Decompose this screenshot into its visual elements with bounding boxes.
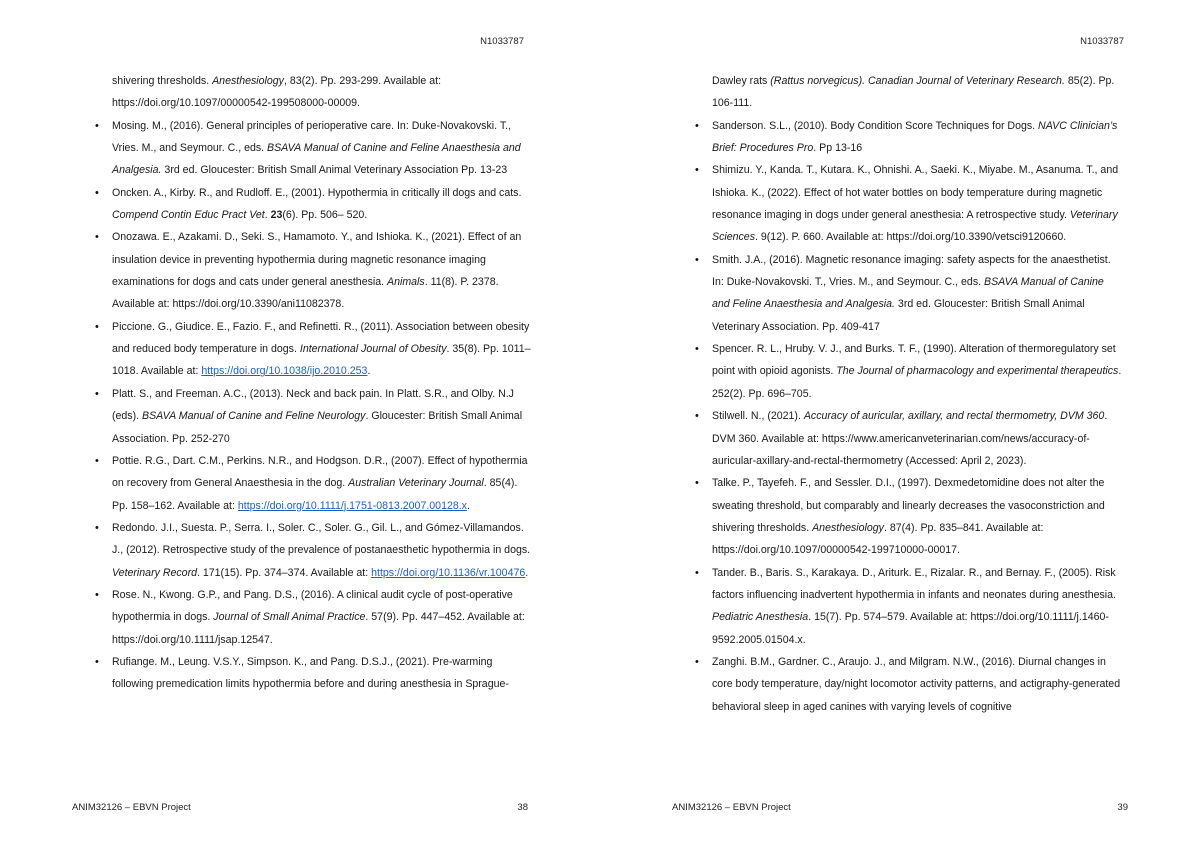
reference-text: 85(2). Pp. 106-111.: [712, 75, 1115, 110]
reference-text: . 87(4). Pp. 835–841. Available at: https://doi.org/10.1097/00000542-199710000-00017.: [712, 521, 1044, 557]
reference-text: (6). Pp. 506– 520.: [282, 209, 368, 222]
reference-continuation: [712, 70, 1122, 115]
reference-text: 3rd ed. Gloucester: British Small Animal Veterinary Association. Pp. 409-417: [712, 298, 1085, 333]
reference-text: Oncken. A., Kirby. R., and Rudloff. E., (2001). Hypothermia in critically ill dogs and cats.: [112, 186, 522, 199]
reference-item: [712, 249, 1122, 338]
reference-text: Shimizu. Y., Kanda. T., Kutara. K., Ohnishi. A., Saeki. K., Miyabe. M., Asanuma. T., and Ishioka. K., (2022). Effect of hot water bottles on body temperature during magnetic resonance imaging in dogs under general anesthesia: A retrospective study.: [712, 164, 1119, 222]
reference-text: .: [466, 499, 470, 512]
journal-title: Veterinary Sciences: [712, 209, 1118, 244]
journal-title: NAVC Clinician’s Brief: Procedures Pro: [712, 119, 1118, 155]
page-39: [600, 0, 1200, 849]
reference-item: [712, 472, 1122, 561]
page-number: 39: [1117, 802, 1128, 813]
journal-title: BSAVA Manual of Canine and Feline Anaesthesia and Analgesia.: [712, 276, 1104, 311]
reference-text: Stilwell. N., (2021).: [712, 410, 804, 423]
reference-continuation: [112, 70, 532, 115]
reference-text: Rose. N., Kwong. G.P., and Pang. D.S., (2016). A clinical audit cycle of post-operative hypothermia in dogs.: [112, 588, 513, 624]
journal-title: Animals: [387, 276, 425, 289]
journal-title: Compend Contin Educ Pract Vet: [112, 209, 265, 222]
journal-title: BSAVA Manual of Canine and Feline Anaesthesia and Analgesia.: [112, 142, 521, 177]
footer-title: ANIM32126 – EBVN Project: [672, 802, 791, 813]
doi-link[interactable]: https://doi.org/10.1136/vr.100476: [371, 566, 526, 579]
volume-number: 23: [270, 209, 283, 222]
reference-text: , 83(2). Pp. 293-299. Available at: https://doi.org/10.1097/00000542-199508000-00009.: [112, 75, 442, 110]
header-student-id: N1033787: [480, 36, 524, 47]
reference-list: [112, 70, 532, 696]
journal-title: Journal of Small Animal Practice: [213, 611, 366, 624]
reference-text: . 15(7). Pp. 574–579. Available at: https://doi.org/10.1111/j.1460-9592.2005.01504.x.: [712, 611, 1109, 646]
reference-item: [112, 584, 532, 651]
reference-text: . Gloucester: British Small Animal Association. Pp. 252-270: [112, 410, 523, 445]
reference-item: [112, 450, 532, 517]
reference-text: . 171(15). Pp. 374–374. Available at:: [196, 566, 372, 579]
reference-text: . 57(9). Pp. 447–452. Available at: https://doi.org/10.1111/jsap.12547.: [112, 611, 525, 646]
reference-text: Tander. B., Baris. S., Karakaya. D., Ariturk. E., Rizalar. R., and Bernay. F., (2005). Risk factors influencing inadvertent hypothermia in infants and neonates during anesthesia.: [712, 566, 1117, 601]
reference-text: Smith. J.A., (2016). Magnetic resonance imaging: safety aspects for the anaesthetist. In: Duke-Novakovski. T., Vries. M., and Seymour. C., eds.: [712, 253, 1111, 289]
reference-item: [712, 159, 1122, 248]
reference-text: Pottie. R.G., Dart. C.M., Perkins. N.R., and Hodgson. D.R., (2007). Effect of hypothermia on recovery from General Anaesthesia in the dog.: [112, 454, 528, 490]
reference-text: shivering thresholds.: [112, 75, 213, 87]
journal-title: BSAVA Manual of Canine and Feline Neurology: [142, 410, 366, 423]
reference-item: [712, 651, 1122, 718]
journal-title: Anesthesiology: [812, 521, 884, 534]
journal-title: Accuracy of auricular, axillary, and rectal thermometry, DVM 360: [803, 410, 1105, 423]
journal-title: Veterinary Record: [112, 566, 197, 579]
reference-text: Sanderson. S.L., (2010). Body Condition Score Techniques for Dogs.: [712, 119, 1039, 132]
reference-text: .: [264, 209, 271, 222]
reference-text: . 11(8). P. 2378. Available at: https://doi.org/10.3390/ani11082378.: [112, 276, 499, 311]
reference-item: [112, 115, 532, 182]
reference-text: .: [525, 566, 529, 579]
doi-link[interactable]: https://doi.org/10.1038/ijo.2010.253: [201, 365, 368, 378]
reference-text: Piccione. G., Giudice. E., Fazio. F., and Refinetti. R., (2011). Association between obesity and reduced body temperature in dogs.: [112, 320, 530, 356]
reference-item: [112, 517, 532, 584]
reference-text: Spencer. R. L., Hruby. V. J., and Burks. T. F., (1990). Alteration of thermoregulatory set point with opioid agonists.: [712, 343, 1116, 378]
doi-link[interactable]: https://doi.org/10.1111/j.1751-0813.2007.00128.x: [237, 499, 467, 512]
reference-text: . DVM 360. Available at: https://www.americanveterinarian.com/news/accuracy-of-auricular-axillary-and-rectal-thermometry (Accessed: April 2, 2023).: [712, 410, 1108, 467]
reference-text: . Pp 13-16: [813, 142, 863, 155]
reference-text: Mosing. M., (2016). General principles of perioperative care. In: Duke-Novakovski. T., Vries. M., and Seymour. C., eds.: [112, 119, 512, 155]
reference-text: Onozawa. E., Azakami. D., Seki. S., Hamamoto. Y., and Ishioka. K., (2021). Effect of an insulation device in preventing hypothermia during magnetic resonance imaging examinations for dogs and cats under general anesthesia.: [112, 231, 522, 289]
reference-text: . 35(8). Pp. 1011–1018. Available at:: [112, 343, 531, 378]
reference-text: Rufiange. M., Leung. V.S.Y., Simpson. K., and Pang. D.S.J., (2021). Pre-warming following premedication limits hypothermia before and during anesthesia in Sprague-: [112, 655, 509, 691]
journal-title: Pediatric Anesthesia: [712, 611, 809, 624]
reference-item: [112, 651, 532, 696]
reference-item: [712, 338, 1122, 405]
reference-item: [712, 405, 1122, 472]
journal-title: (Rattus norvegicus). Canadian Journal of Veterinary Research.: [770, 75, 1065, 87]
reference-text: Talke. P., Tayefeh. F., and Sessler. D.I., (1997). Dexmedetomidine does not alter the sweating threshold, but comparably and linearly decreases the vasoconstriction and shivering thresholds.: [712, 477, 1105, 534]
header-student-id: N1033787: [1080, 36, 1124, 47]
reference-text: Zanghi. B.M., Gardner. C., Araujo. J., and Milgram. N.W., (2016). Diurnal changes in core body temperature, day/night locomotor activity patterns, and actigraphy-generated behavioral sleep in aged canines with varying levels of cognitive: [712, 655, 1121, 713]
reference-item: [112, 182, 532, 227]
journal-title: The Journal of pharmacology and experimental therapeutics: [836, 365, 1119, 378]
reference-text: .: [367, 365, 371, 378]
reference-text: Redondo. J.I., Suesta. P., Serra. I., Soler. C., Soler. G., Gil. L., and Gómez-Villamandos. J., (2012). Retrospective study of the prevalence of postanaesthetic hypothermia in dogs.: [112, 521, 531, 557]
page-number: 38: [517, 802, 528, 813]
reference-item: [112, 316, 532, 383]
reference-text: Platt. S., and Freeman. A.C., (2013). Neck and back pain. In Platt. S.R., and Olby. N.J (eds).: [112, 387, 514, 423]
reference-list: [712, 70, 1122, 718]
footer-title: ANIM32126 – EBVN Project: [72, 802, 191, 813]
reference-text: Dawley rats: [712, 75, 771, 87]
reference-item: [712, 115, 1122, 160]
journal-title: Anesthesiology: [212, 75, 284, 87]
reference-item: [712, 562, 1122, 651]
reference-text: . 252(2). Pp. 696–705.: [712, 365, 1122, 400]
reference-text: . 9(12). P. 660. Available at: https://doi.org/10.3390/vetsci9120660.: [755, 231, 1067, 244]
reference-item: [112, 226, 532, 315]
journal-title: International Journal of Obesity: [299, 343, 447, 356]
reference-text: 3rd ed. Gloucester: British Small Animal Veterinary Association Pp. 13-23: [161, 164, 508, 177]
journal-title: Australian Veterinary Journal: [348, 477, 484, 490]
reference-item: [112, 383, 532, 450]
reference-text: . 85(4). Pp. 158–162. Available at:: [112, 477, 518, 512]
